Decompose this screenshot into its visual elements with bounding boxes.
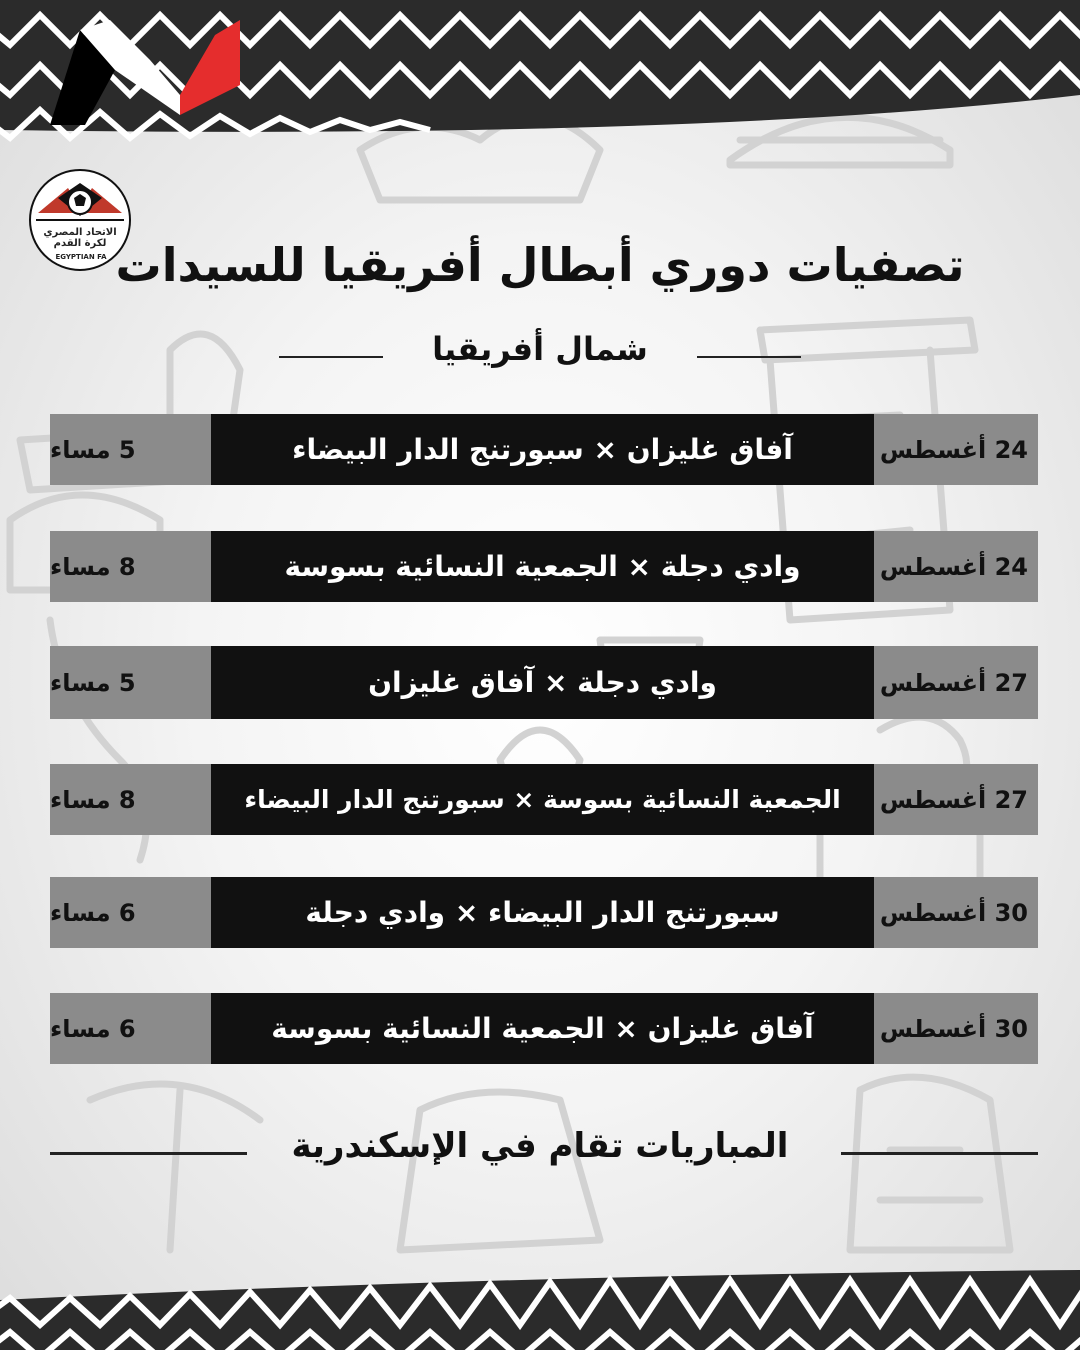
match-time: 8 مساء [50, 531, 211, 602]
match-teams: آفاق غليزان × سبورتنج الدار البيضاء [211, 414, 874, 485]
match-date: 27 أغسطس [874, 764, 1038, 835]
match-teams: وادي دجلة × الجمعية النسائية بسوسة [211, 531, 874, 602]
subtitle-rule-left [279, 356, 383, 358]
page-title: تصفيات دوري أبطال أفريقيا للسيدات [115, 238, 965, 292]
match-date: 30 أغسطس [874, 993, 1038, 1064]
match-row [50, 877, 1038, 948]
match-date: 27 أغسطس [874, 646, 1038, 719]
subtitle-section [0, 330, 1080, 380]
match-row [50, 764, 1038, 835]
match-date: 24 أغسطس [874, 531, 1038, 602]
match-row [50, 646, 1038, 719]
logo-arabic-text: الاتحاد المصري لكرة القدم [43, 227, 117, 249]
bottom-pattern-band [0, 1270, 1080, 1350]
venue-note: المباريات تقام في الإسكندرية [291, 1126, 789, 1166]
match-time: 8 مساء [50, 764, 211, 835]
footer-rule-left [50, 1152, 247, 1155]
match-teams: سبورتنج الدار البيضاء × وادي دجلة [211, 877, 874, 948]
subtitle: شمال أفريقيا [432, 330, 648, 368]
match-time: 6 مساء [50, 993, 211, 1064]
match-date: 24 أغسطس [874, 414, 1038, 485]
match-teams: آفاق غليزان × الجمعية النسائية بسوسة [211, 993, 874, 1064]
logo-english-text: EGYPTIAN FA [55, 253, 107, 261]
match-time: 5 مساء [50, 646, 211, 719]
match-row [50, 414, 1038, 485]
match-time: 5 مساء [50, 414, 211, 485]
match-teams: وادي دجلة × آفاق غليزان [211, 646, 874, 719]
egypt-flag-ribbon [0, 0, 260, 140]
subtitle-rule-right [697, 356, 801, 358]
match-row [50, 993, 1038, 1064]
footer-rule-right [841, 1152, 1038, 1155]
match-teams: الجمعية النسائية بسوسة × سبورتنج الدار البيضاء [211, 764, 874, 835]
match-row [50, 531, 1038, 602]
match-date: 30 أغسطس [874, 877, 1038, 948]
match-time: 6 مساء [50, 877, 211, 948]
